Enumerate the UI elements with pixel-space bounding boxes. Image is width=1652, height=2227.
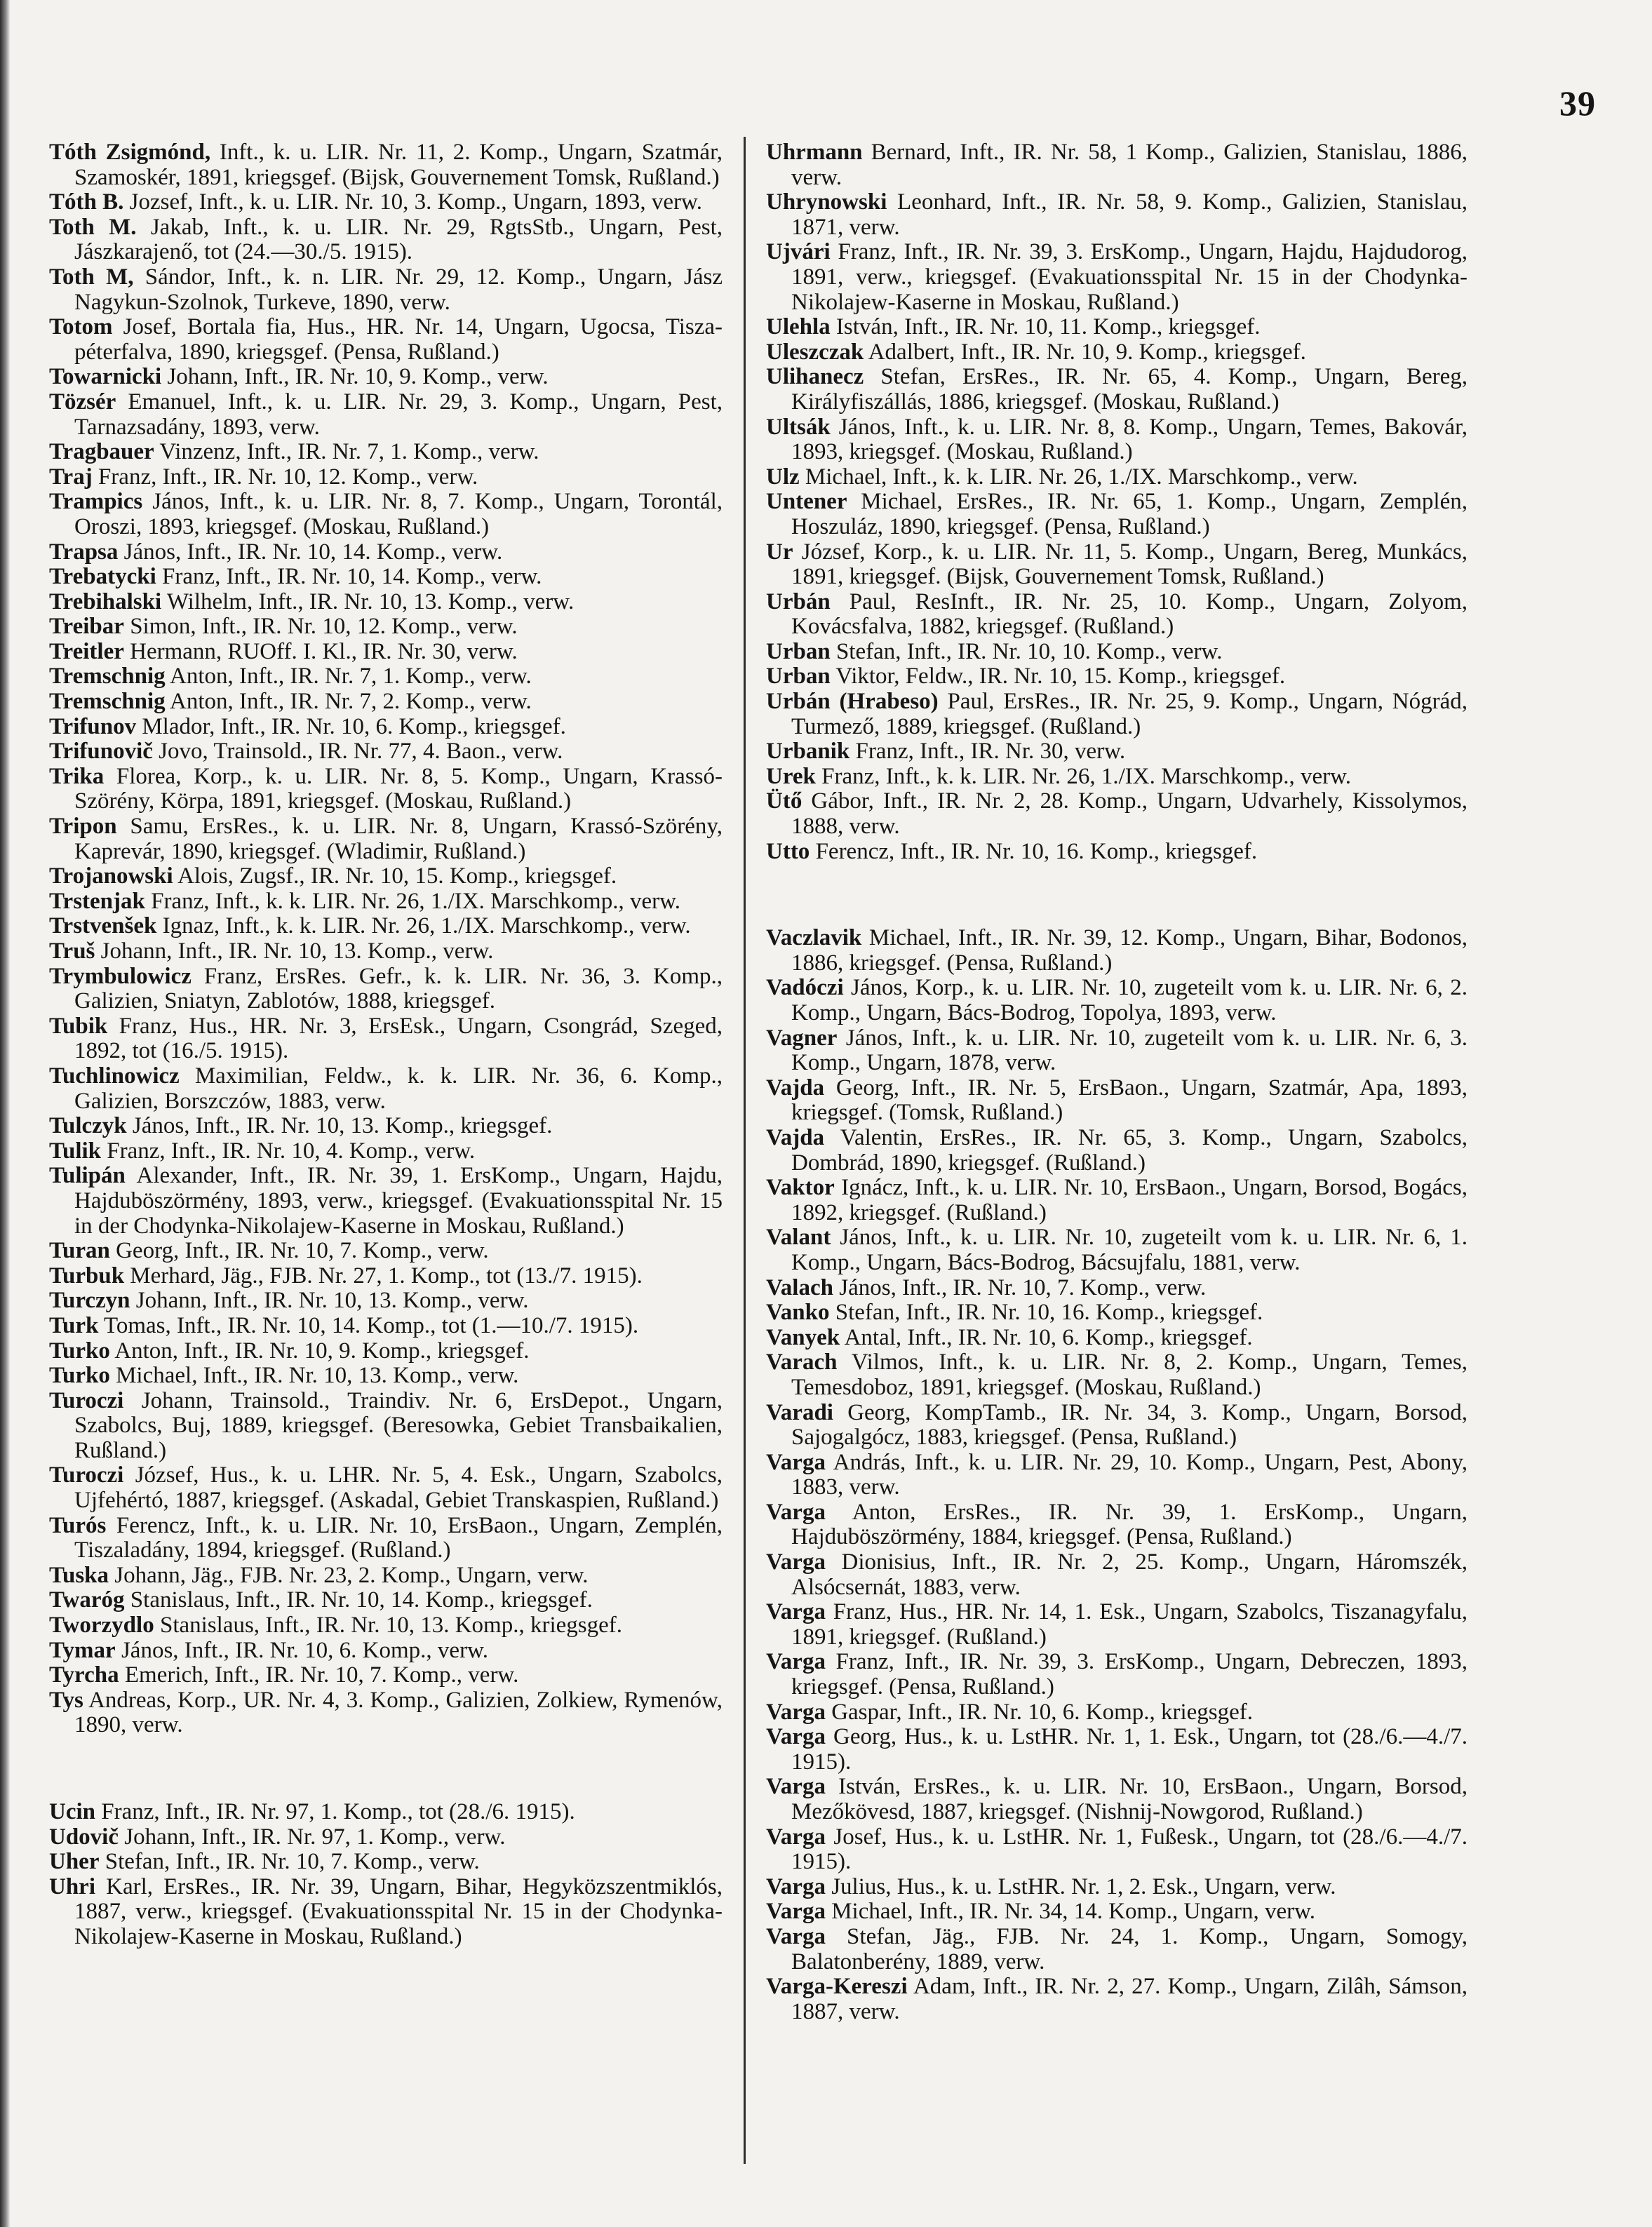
register-entry	[766, 1401, 1468, 1451]
entry-details: Gábor, Inft., IR. Nr. 2, 28. Komp., Ungarn, Udvarhely, Kissolymos, 1888, verw.	[791, 788, 1468, 840]
entry-details: Leonhard, Inft., IR. Nr. 58, 9. Komp., Galizien, Stanislau, 1871, verw.	[791, 189, 1468, 240]
entry-details: András, Inft., k. u. LIR. Nr. 29, 10. Komp., Ungarn, Pest, Abony, 1883, verw.	[791, 1449, 1468, 1500]
entry-surname: Tóth Zsigmónd,	[49, 140, 211, 165]
entry-details: Ignácz, Inft., k. u. LIR. Nr. 10, ErsBaon., Ungarn, Borsod, Bogács, 1892, kriegsgef. (Rußland.)	[791, 1175, 1468, 1225]
register-entry	[49, 540, 723, 565]
entry-details: Franz, Inft., IR. Nr. 30, verw.	[849, 739, 1126, 765]
register-entry	[49, 1139, 723, 1164]
register-entry	[766, 590, 1468, 640]
entry-surname: Trojanowski	[49, 863, 173, 889]
register-entry	[49, 215, 723, 265]
register-entry	[49, 1064, 723, 1114]
entry-details: Michael, Inft., IR. Nr. 34, 14. Komp., Ungarn, verw.	[825, 1899, 1316, 1925]
entry-details: Josef, Hus., k. u. LstHR. Nr. 1, Fußesk., Ungarn, tot (28./6.—4./7. 1915).	[791, 1824, 1468, 1875]
entry-surname: Urban	[766, 664, 831, 689]
entry-details: Paul, ErsRes., IR. Nr. 25, 9. Komp., Ungarn, Nógrád, Turmező, 1889, kriegsgef. (Rußland.)	[791, 689, 1468, 739]
register-entry	[49, 664, 723, 689]
entry-details: Paul, ResInft., IR. Nr. 25, 10. Komp., Ungarn, Zolyom, Kovácsfalva, 1882, kriegsgef. (Rußland.)	[791, 588, 1468, 640]
entry-details: Jozsef, Inft., k. u. LIR. Nr. 10, 3. Komp., Ungarn, 1893, verw.	[123, 189, 702, 215]
entry-details: Viktor, Feldw., IR. Nr. 10, 15. Komp., kriegsgef.	[830, 664, 1286, 689]
entry-surname: Vadóczi	[766, 975, 844, 1001]
entry-surname: Tubik	[49, 1013, 108, 1039]
register-entry	[766, 1276, 1468, 1301]
register-entry	[49, 1688, 723, 1738]
entry-details: Andreas, Korp., UR. Nr. 4, 3. Komp., Galizien, Zolkiew, Rymenów, 1890, verw.	[74, 1687, 723, 1738]
register-entry	[49, 914, 723, 939]
entry-details: Jakab, Inft., k. u. LIR. Nr. 29, RgtsStb., Ungarn, Pest, Jászkarajenő, tot (24.—30./5. 1915).	[74, 214, 723, 265]
entry-details: Michael, Inft., IR. Nr. 10, 13. Komp., verw.	[109, 1363, 519, 1389]
entry-surname: Tymar	[49, 1637, 116, 1663]
section-gap	[766, 864, 1468, 926]
entry-details: Maximilian, Feldw., k. k. LIR. Nr. 36, 6. Komp., Galizien, Borszczów, 1883, verw.	[74, 1063, 723, 1114]
entries-v	[766, 926, 1468, 2024]
entry-details: Vinzenz, Inft., IR. Nr. 7, 1. Komp., verw.	[154, 439, 539, 465]
register-entry	[49, 1800, 723, 1825]
entry-surname: Uher	[49, 1849, 100, 1875]
entry-surname: Tulik	[49, 1138, 102, 1164]
entry-details: Adam, Inft., IR. Nr. 2, 27. Komp., Ungarn, Zilâh, Sámson, 1887, verw.	[791, 1974, 1468, 2024]
entry-surname: Tys	[49, 1687, 83, 1713]
entry-surname: Varga	[766, 1824, 826, 1850]
entry-surname: Varga	[766, 1499, 826, 1525]
entry-details: Franz, Inft., IR. Nr. 10, 4. Komp., verw.	[101, 1138, 476, 1164]
entry-surname: Turoczi	[49, 1387, 124, 1413]
register-entry	[766, 1350, 1468, 1400]
entry-details: István, ErsRes., k. u. LIR. Nr. 10, ErsBaon., Ungarn, Borsod, Mezőkövesd, 1887, kriegsgef. (Nishnij-Nowgorod, Rußland.)	[791, 1774, 1468, 1824]
entry-surname: Ütő	[766, 788, 803, 814]
entry-details: Franz, Hus., HR. Nr. 3, ErsEsk., Ungarn, Csongrád, Szeged, 1892, tot (16./5. 1915).	[74, 1013, 723, 1064]
entry-surname: Tremschnig	[49, 664, 166, 689]
register-entry	[49, 1014, 723, 1064]
register-entry	[766, 340, 1468, 365]
entry-surname: Varga	[766, 1599, 826, 1625]
entry-details: Franz, Hus., HR. Nr. 14, 1. Esk., Ungarn, Szabolcs, Tiszanagyfalu, 1891, kriegsgef. (Rußland.)	[791, 1599, 1468, 1650]
entries-u-continued	[766, 140, 1468, 864]
entry-surname: Turczyn	[49, 1288, 130, 1314]
entry-surname: Turko	[49, 1338, 110, 1364]
entry-details: Anton, Inft., IR. Nr. 7, 2. Komp., verw.	[165, 689, 532, 715]
entry-surname: Urek	[766, 763, 816, 789]
entry-surname: Turan	[49, 1238, 110, 1264]
entry-surname: Tripon	[49, 814, 117, 840]
register-entry	[49, 590, 723, 615]
register-entry	[49, 1588, 723, 1613]
entry-details: Franz, Inft., IR. Nr. 97, 1. Komp., tot (28./6. 1915).	[95, 1799, 575, 1824]
entry-surname: Trika	[49, 763, 105, 789]
register-entry	[766, 1899, 1468, 1925]
register-entry	[49, 1339, 723, 1364]
entry-details: Michael, Inft., k. k. LIR. Nr. 26, 1./IX. Marschkomp., verw.	[799, 464, 1358, 490]
entry-details: János, Inft., k. u. LIR. Nr. 10, zugeteilt vom k. u. LIR. Nr. 6, 3. Komp., Ungarn, 1878, verw.	[791, 1025, 1468, 1076]
entry-details: Georg, Inft., IR. Nr. 5, ErsBaon., Ungarn, Szatmár, Apa, 1893, kriegsgef. (Tomsk, Rußland.)	[791, 1075, 1468, 1126]
register-entry	[49, 365, 723, 390]
register-entry	[766, 1974, 1468, 2024]
entry-surname: Traj	[49, 464, 93, 490]
entry-surname: Turbuk	[49, 1263, 125, 1289]
section-gap	[49, 1738, 723, 1800]
entry-details: János, Inft., k. u. LIR. Nr. 8, 7. Komp., Ungarn, Torontál, Oroszi, 1893, kriegsgef. (Moskau, Rußland.)	[74, 489, 723, 539]
register-entry	[49, 1463, 723, 1513]
entry-details: Johann, Jäg., FJB. Nr. 23, 2. Komp., Ungarn, verw.	[109, 1562, 589, 1588]
register-entry	[766, 1326, 1468, 1351]
entry-surname: Tworzydlo	[49, 1613, 154, 1639]
register-entry	[49, 765, 723, 814]
entry-surname: Treitler	[49, 638, 124, 664]
entry-details: Ferencz, Inft., IR. Nr. 10, 16. Komp., kriegsgef.	[810, 838, 1258, 864]
entries-t	[49, 140, 723, 1738]
register-entry	[49, 1613, 723, 1639]
register-entry	[49, 814, 723, 864]
entry-surname: Varga	[766, 1923, 826, 1949]
register-entry	[49, 1114, 723, 1139]
entry-details: Georg, KompTamb., IR. Nr. 34, 3. Komp., Ungarn, Borsod, Sajogalgócz, 1883, kriegsgef. (Pensa, Rußland.)	[791, 1399, 1468, 1451]
register-entry	[766, 1550, 1468, 1600]
register-entry	[766, 190, 1468, 240]
entry-details: Michael, ErsRes., IR. Nr. 65, 1. Komp., Ungarn, Zemplén, Hoszuláz, 1890, kriegsgef. (Pensa, Rußland.)	[791, 489, 1468, 539]
register-entry	[766, 465, 1468, 490]
entry-surname: Untener	[766, 489, 847, 515]
entry-surname: Uleszczak	[766, 339, 864, 365]
entry-surname: Tragbauer	[49, 439, 154, 465]
register-entry	[49, 1850, 723, 1875]
entry-surname: Urbanik	[766, 739, 850, 765]
entry-details: Mlador, Inft., IR. Nr. 10, 6. Komp., kriegsgef.	[136, 713, 566, 739]
entry-surname: Trampics	[49, 489, 143, 515]
entry-details: Gaspar, Inft., IR. Nr. 10, 6. Komp., kriegsgef.	[825, 1699, 1254, 1725]
page-edge	[0, 0, 10, 2227]
entry-details: Emanuel, Inft., k. u. LIR. Nr. 29, 3. Komp., Ungarn, Pest, Tarnazsadány, 1893, verw.	[74, 389, 723, 440]
entry-surname: Ulz	[766, 464, 800, 490]
register-entry	[766, 976, 1468, 1025]
entry-details: Johann, Trainsold., Traindiv. Nr. 6, ErsDepot., Ungarn, Szabolcs, Buj, 1889, kriegsgef. (Beresowka, Gebiet Transbaikalien, Rußland.)	[74, 1387, 723, 1463]
entry-details: Stanislaus, Inft., IR. Nr. 10, 13. Komp., kriegsgef.	[154, 1613, 622, 1639]
entry-details: Emerich, Inft., IR. Nr. 10, 7. Komp., verw.	[119, 1662, 519, 1688]
entry-details: János, Inft., k. u. LIR. Nr. 10, zugeteilt vom k. u. LIR. Nr. 6, 1. Komp., Ungarn, Bács-Bodrog, Bácsujfalu, 1881, verw.	[791, 1225, 1468, 1275]
entry-surname: Trstenjak	[49, 888, 145, 914]
entries-u	[49, 1800, 723, 1950]
entry-surname: Varga	[766, 1649, 826, 1675]
entry-details: János, Inft., k. u. LIR. Nr. 8, 8. Komp., Ungarn, Temes, Bakovár, 1893, kriegsgef. (Moskau, Rußland.)	[791, 414, 1468, 465]
entry-details: János, Inft., IR. Nr. 10, 7. Komp., verw.	[833, 1274, 1207, 1300]
entry-surname: Treibar	[49, 614, 124, 640]
entry-details: Adalbert, Inft., IR. Nr. 10, 9. Komp., kriegsgef.	[864, 339, 1306, 365]
register-entry	[766, 689, 1468, 739]
register-entry	[766, 1875, 1468, 1900]
entry-details: János, Inft., IR. Nr. 10, 13. Komp., kriegsgef.	[126, 1113, 553, 1139]
register-entry	[766, 1076, 1468, 1126]
entry-details: Franz, Inft., IR. Nr. 10, 14. Komp., verw.	[156, 564, 542, 590]
register-entry	[766, 640, 1468, 665]
entry-surname: Valant	[766, 1225, 831, 1251]
entry-details: Inft., k. u. LIR. Nr. 11, 2. Komp., Ungarn, Szatmár, Szamoskér, 1891, kriegsgef. (Bijsk, Gouvernement Tomsk, Rußland.)	[74, 140, 723, 190]
entry-surname: Varga	[766, 1549, 826, 1575]
entry-surname: Urbán (Hrabeso)	[766, 689, 939, 715]
entry-surname: Toth M,	[49, 264, 134, 290]
entry-details: Bernard, Inft., IR. Nr. 58, 1 Komp., Galizien, Stanislau, 1886, verw.	[791, 140, 1468, 190]
register-entry	[766, 840, 1468, 865]
entry-surname: Urbán	[766, 588, 831, 614]
entry-surname: Trebatycki	[49, 564, 156, 590]
register-entry	[766, 1176, 1468, 1225]
entry-surname: Udovič	[49, 1824, 119, 1850]
entry-details: Franz, Inft., k. k. LIR. Nr. 26, 1./IX. Marschkomp., verw.	[145, 888, 681, 914]
entry-details: Ignaz, Inft., k. k. LIR. Nr. 26, 1./IX. Marschkomp., verw.	[156, 913, 691, 939]
entry-surname: Trifunovič	[49, 739, 153, 765]
entry-details: Stefan, Inft., IR. Nr. 10, 16. Komp., kriegsgef.	[829, 1300, 1263, 1326]
register-entry	[766, 1300, 1468, 1326]
left-column	[49, 140, 723, 1950]
register-entry	[49, 1239, 723, 1264]
register-entry	[49, 964, 723, 1014]
entry-details: Hermann, RUOff. I. Kl., IR. Nr. 30, verw.	[123, 638, 518, 664]
register-entry	[766, 315, 1468, 340]
register-entry	[766, 664, 1468, 689]
entry-surname: Tyrcha	[49, 1662, 119, 1688]
register-entry	[766, 415, 1468, 465]
register-entry	[766, 1775, 1468, 1824]
entry-surname: Ur	[766, 539, 793, 565]
register-entry	[49, 315, 723, 365]
entry-surname: Trstvenšek	[49, 913, 157, 939]
register-entry	[766, 1600, 1468, 1650]
register-entry	[766, 140, 1468, 190]
register-entry	[49, 565, 723, 590]
register-entry	[766, 365, 1468, 415]
entry-surname: Urban	[766, 638, 831, 664]
register-entry	[49, 490, 723, 539]
register-entry	[766, 765, 1468, 790]
entry-surname: Tuska	[49, 1562, 109, 1588]
register-entry	[49, 614, 723, 640]
entry-details: József, Korp., k. u. LIR. Nr. 11, 5. Komp., Ungarn, Bereg, Munkács, 1891, kriegsgef. (Bijsk, Gouvernement Tomsk, Rußland.)	[791, 539, 1468, 590]
entry-details: Johann, Inft., IR. Nr. 10, 13. Komp., verw.	[95, 938, 494, 964]
entry-surname: Toth M.	[49, 214, 137, 240]
entry-surname: Ultsák	[766, 414, 831, 440]
register-entry	[49, 1563, 723, 1589]
register-entry	[49, 1314, 723, 1339]
entry-surname: Ulihanecz	[766, 364, 864, 390]
entry-surname: Utto	[766, 838, 810, 864]
entry-surname: Ujvári	[766, 239, 831, 265]
entry-details: Vilmos, Inft., k. u. LIR. Nr. 8, 2. Komp., Ungarn, Temes, Temesdoboz, 1891, kriegsgef. (Moskau, Rußland.)	[791, 1350, 1468, 1400]
entry-surname: Ulehla	[766, 314, 831, 340]
entry-surname: Vaktor	[766, 1175, 835, 1201]
entry-details: Jovo, Trainsold., IR. Nr. 77, 4. Baon., verw.	[152, 739, 563, 765]
register-entry	[49, 715, 723, 740]
entry-surname: Truš	[49, 938, 95, 964]
entry-surname: Tuchlinowicz	[49, 1063, 180, 1089]
entry-surname: Varga	[766, 1724, 826, 1750]
entry-surname: Twaróg	[49, 1587, 125, 1613]
register-entry	[49, 1164, 723, 1239]
entry-details: István, Inft., IR. Nr. 10, 11. Komp., kriegsgef.	[830, 314, 1261, 340]
register-entry	[49, 1514, 723, 1563]
entry-surname: Varadi	[766, 1399, 833, 1425]
entry-surname: Uhrmann	[766, 140, 863, 165]
page-number: 39	[1559, 83, 1596, 123]
register-entry	[49, 1663, 723, 1688]
entry-surname: Turós	[49, 1512, 107, 1538]
register-entry	[766, 1451, 1468, 1500]
entry-details: Stefan, ErsRes., IR. Nr. 65, 4. Komp., Ungarn, Bereg, Királyfiszállás, 1886, kriegsgef. (Moskau, Rußland.)	[791, 364, 1468, 415]
entry-surname: Vajda	[766, 1124, 825, 1150]
entry-details: Georg, Hus., k. u. LstHR. Nr. 1, 1. Esk., Ungarn, tot (28./6.—4./7. 1915).	[791, 1724, 1468, 1775]
register-entry	[49, 1264, 723, 1289]
entry-surname: Turoczi	[49, 1462, 124, 1488]
register-entry	[766, 926, 1468, 976]
entry-details: Stefan, Inft., IR. Nr. 10, 10. Komp., verw.	[830, 638, 1223, 664]
entry-details: Karl, ErsRes., IR. Nr. 39, Ungarn, Bihar, Hegyközszentmiklós, 1887, verw., kriegsgef. (Evakuationsspital Nr. 15 in der Chodynka-Nikolajew-Kaserne in Moskau, Rußland.)	[74, 1873, 723, 1949]
register-entry	[766, 1725, 1468, 1775]
register-entry	[766, 240, 1468, 315]
entry-details: Johann, Inft., IR. Nr. 97, 1. Komp., verw.	[119, 1824, 506, 1850]
register-entry	[49, 640, 723, 665]
register-entry	[49, 190, 723, 215]
entry-details: Simon, Inft., IR. Nr. 10, 12. Komp., verw.	[123, 614, 518, 640]
register-entry	[49, 1639, 723, 1664]
entry-details: Sándor, Inft., k. n. LIR. Nr. 29, 12. Komp., Ungarn, Jász Nagykun-Szolnok, Turkeve, 1890, verw.	[74, 264, 723, 315]
register-entry	[49, 465, 723, 490]
entry-surname: Vanyek	[766, 1324, 840, 1350]
register-entry	[766, 1700, 1468, 1725]
entry-surname: Varga	[766, 1699, 826, 1725]
entry-details: Antal, Inft., IR. Nr. 10, 6. Komp., kriegsgef.	[840, 1324, 1253, 1350]
entry-surname: Trapsa	[49, 539, 119, 565]
entry-details: Johann, Inft., IR. Nr. 10, 9. Komp., verw.	[161, 364, 549, 390]
entry-surname: Tremschnig	[49, 689, 166, 715]
entry-surname: Valach	[766, 1274, 833, 1300]
entry-details: Anton, Inft., IR. Nr. 7, 1. Komp., verw.	[165, 664, 532, 689]
entry-details: Franz, Inft., IR. Nr. 39, 3. ErsKomp., Ungarn, Hajdu, Hajdudorog, 1891, verw., kriegsgef. (Evakuationsspital Nr. 15 in der Chodynka-Nikolajew-Kaserne in Moskau, Rußland.)	[791, 239, 1468, 315]
register-entry	[49, 1825, 723, 1850]
register-entry	[766, 1026, 1468, 1076]
entry-surname: Vanko	[766, 1300, 830, 1326]
entry-surname: Ucin	[49, 1799, 95, 1824]
register-entry	[766, 1825, 1468, 1875]
entry-surname: Tulipán	[49, 1163, 126, 1189]
register-entry	[766, 1925, 1468, 1974]
entry-details: Wilhelm, Inft., IR. Nr. 10, 13. Komp., verw.	[161, 588, 575, 614]
entry-details: Franz, Inft., IR. Nr. 10, 12. Komp., verw.	[92, 464, 478, 490]
register-entry	[49, 390, 723, 440]
entry-surname: Vagner	[766, 1025, 838, 1051]
entry-details: Stefan, Inft., IR. Nr. 10, 7. Komp., verw.	[99, 1849, 480, 1875]
entry-surname: Trifunov	[49, 713, 137, 739]
register-entry	[49, 739, 723, 765]
register-entry	[766, 540, 1468, 590]
entry-details: János, Inft., IR. Nr. 10, 14. Komp., verw.	[118, 539, 503, 565]
register-entry	[766, 490, 1468, 539]
register-entry	[766, 739, 1468, 765]
entry-details: Alois, Zugsf., IR. Nr. 10, 15. Komp., kriegsgef.	[173, 863, 617, 889]
entry-surname: Varga	[766, 1873, 826, 1899]
entry-details: Anton, Inft., IR. Nr. 10, 9. Komp., kriegsgef.	[109, 1338, 530, 1364]
register-entry	[766, 1500, 1468, 1550]
entry-details: Julius, Hus., k. u. LstHR. Nr. 1, 2. Esk., Ungarn, verw.	[825, 1873, 1336, 1899]
entry-surname: Varga	[766, 1774, 826, 1800]
entry-surname: Varach	[766, 1350, 838, 1375]
entry-details: János, Korp., k. u. LIR. Nr. 10, zugeteilt vom k. u. LIR. Nr. 6, 2. Komp., Ungarn, Bács-Bodrog, Topolya, 1893, verw.	[791, 975, 1468, 1025]
entry-details: Dionisius, Inft., IR. Nr. 2, 25. Komp., Ungarn, Háromszék, Alsócsernát, 1883, verw.	[791, 1549, 1468, 1600]
entry-details: Florea, Korp., k. u. LIR. Nr. 8, 5. Komp., Ungarn, Krassó-Szörény, Körpa, 1891, kriegsgef. (Moskau, Rußland.)	[74, 763, 723, 814]
column-divider	[744, 137, 746, 2164]
entry-details: József, Hus., k. u. LHR. Nr. 5, 4. Esk., Ungarn, Szabolcs, Ujfehértó, 1887, kriegsgef. (Askadal, Gebiet Transkaspien, Rußland.)	[74, 1462, 723, 1514]
entry-surname: Totom	[49, 314, 113, 340]
entry-details: Ferencz, Inft., k. u. LIR. Nr. 10, ErsBaon., Ungarn, Zemplén, Tiszaladány, 1894, kriegsgef. (Rußland.)	[74, 1512, 723, 1563]
register-entry	[766, 1650, 1468, 1700]
entry-surname: Tözsér	[49, 389, 116, 415]
entry-details: Tomas, Inft., IR. Nr. 10, 14. Komp., tot (1.—10./7. 1915).	[98, 1312, 639, 1338]
entry-surname: Turk	[49, 1312, 99, 1338]
entry-details: Stefan, Jäg., FJB. Nr. 24, 1. Komp., Ungarn, Somogy, Balatonberény, 1889, verw.	[791, 1923, 1468, 1974]
entry-surname: Vajda	[766, 1075, 825, 1101]
register-entry	[49, 889, 723, 915]
entry-surname: Trymbulowicz	[49, 963, 192, 989]
entry-details: Michael, Inft., IR. Nr. 39, 12. Komp., Ungarn, Bihar, Bodonos, 1886, kriegsgef. (Pensa, Rußland.)	[791, 925, 1468, 976]
register-entry	[49, 265, 723, 315]
entry-details: Anton, ErsRes., IR. Nr. 39, 1. ErsKomp., Ungarn, Hajduböszörmény, 1884, kriegsgef. (Pensa, Rußland.)	[791, 1499, 1468, 1550]
register-entry	[766, 1126, 1468, 1176]
entry-details: Alexander, Inft., IR. Nr. 39, 1. ErsKomp., Ungarn, Hajdu, Hajduböszörmény, 1893, verw., kriegsgef. (Evakuationsspital Nr. 15 in der Chodynka-Nikolajew-Kaserne in Moskau, Rußland.)	[74, 1163, 723, 1239]
entry-details: Franz, Inft., k. k. LIR. Nr. 26, 1./IX. Marschkomp., verw.	[815, 763, 1352, 789]
entry-surname: Trebihalski	[49, 588, 162, 614]
entry-surname: Varga-Kereszi	[766, 1974, 908, 2000]
entry-surname: Varga	[766, 1899, 826, 1925]
entry-details: Samu, ErsRes., k. u. LIR. Nr. 8, Ungarn, Krassó-Szörény, Kaprevár, 1890, kriegsgef. (Wladimir, Rußland.)	[74, 814, 723, 864]
register-entry	[49, 689, 723, 715]
register-entry	[49, 864, 723, 889]
register-entry	[49, 1875, 723, 1950]
entry-details: Merhard, Jäg., FJB. Nr. 27, 1. Komp., tot (13./7. 1915).	[124, 1263, 643, 1289]
entry-surname: Towarnicki	[49, 364, 162, 390]
register-entry	[49, 1364, 723, 1389]
entry-surname: Uhrynowski	[766, 189, 887, 215]
entry-surname: Varga	[766, 1449, 826, 1475]
register-entry	[766, 789, 1468, 839]
register-entry	[49, 140, 723, 190]
entry-details: Josef, Bortala fia, Hus., HR. Nr. 14, Ungarn, Ugocsa, Tisza-péterfalva, 1890, kriegsgef. (Pensa, Rußland.)	[74, 314, 723, 365]
entry-details: János, Inft., IR. Nr. 10, 6. Komp., verw.	[115, 1637, 489, 1663]
register-entry	[766, 1225, 1468, 1275]
entry-surname: Turko	[49, 1363, 110, 1389]
entry-details: Valentin, ErsRes., IR. Nr. 65, 3. Komp., Ungarn, Szabolcs, Dombrád, 1890, kriegsgef. (Rußland.)	[791, 1124, 1468, 1176]
entry-surname: Vaczlavik	[766, 925, 862, 951]
entry-surname: Uhri	[49, 1873, 95, 1899]
register-entry	[49, 939, 723, 964]
entry-details: Franz, ErsRes. Gefr., k. k. LIR. Nr. 36, 3. Komp., Galizien, Sniatyn, Zablotów, 1888, kriegsgef.	[74, 963, 723, 1014]
entry-surname: Tóth B.	[49, 189, 124, 215]
register-entry	[49, 1389, 723, 1464]
entry-details: Stanislaus, Inft., IR. Nr. 10, 14. Komp., kriegsgef.	[124, 1587, 593, 1613]
entry-surname: Tulczyk	[49, 1113, 127, 1139]
entry-details: Franz, Inft., IR. Nr. 39, 3. ErsKomp., Ungarn, Debreczen, 1893, kriegsgef. (Pensa, Rußland.)	[791, 1649, 1468, 1700]
register-entry	[49, 1289, 723, 1314]
right-column	[766, 140, 1468, 2024]
entry-details: Johann, Inft., IR. Nr. 10, 13. Komp., verw.	[130, 1288, 529, 1314]
register-entry	[49, 440, 723, 465]
entry-details: Georg, Inft., IR. Nr. 10, 7. Komp., verw.	[109, 1238, 489, 1264]
